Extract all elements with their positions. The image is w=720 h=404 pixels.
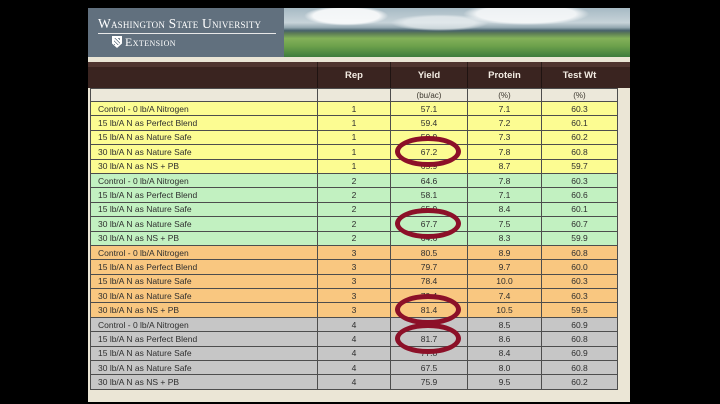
column-header-protein: Protein: [467, 62, 541, 88]
protein-cell: 9.5: [468, 375, 542, 389]
column-header-yield: Yield: [390, 62, 467, 88]
protein-cell: 8.7: [468, 159, 542, 173]
protein-cell: 8.6: [468, 332, 542, 346]
treatment-cell: 30 lb/A N as Nature Safe: [91, 289, 318, 303]
division-name: Extension: [125, 34, 176, 49]
testwt-cell: 60.3: [542, 173, 618, 187]
rep-cell: 4: [318, 346, 391, 360]
rep-cell: 3: [318, 245, 391, 259]
university-name: Washington State University: [98, 16, 276, 34]
testwt-cell: 60.8: [542, 332, 618, 346]
treatment-cell: 30 lb/A N as NS + PB: [91, 303, 318, 317]
table-row: [91, 346, 618, 360]
treatment-cell: 30 lb/A N as Nature Safe: [91, 145, 318, 159]
yield-cell: 81.4: [391, 303, 468, 317]
wsu-logo-block: [88, 8, 284, 57]
treatment-cell: Control - 0 lb/A Nitrogen: [91, 102, 318, 116]
table-row: [91, 202, 618, 216]
table-row: [91, 289, 618, 303]
table-row: [91, 332, 618, 346]
yield-cell: 58.1: [391, 188, 468, 202]
table-row: [91, 375, 618, 389]
wsu-header-banner: [88, 8, 630, 57]
testwt-cell: 60.0: [542, 260, 618, 274]
rep-cell: 1: [318, 145, 391, 159]
treatment-cell: 30 lb/A N as NS + PB: [91, 159, 318, 173]
table-row: [91, 116, 618, 130]
yield-cell: 57.1: [391, 102, 468, 116]
units-rep: [318, 89, 391, 102]
treatment-cell: 15 lb/A N as Nature Safe: [91, 346, 318, 360]
table-row: [91, 274, 618, 288]
yield-cell: 64.6: [391, 231, 468, 245]
table-row: [91, 361, 618, 375]
testwt-cell: 59.9: [542, 231, 618, 245]
units-protein: (%): [468, 89, 542, 102]
results-table: [90, 88, 618, 390]
rep-cell: 2: [318, 217, 391, 231]
table-row: [91, 231, 618, 245]
testwt-cell: 60.8: [542, 245, 618, 259]
table-header-band: [88, 62, 630, 88]
yield-cell: 80.5: [391, 245, 468, 259]
yield-cell: 81.7: [391, 332, 468, 346]
yield-cell: 64.6: [391, 173, 468, 187]
treatment-cell: 15 lb/A N as Nature Safe: [91, 130, 318, 144]
protein-cell: 8.4: [468, 202, 542, 216]
units-yield: (bu/ac): [391, 89, 468, 102]
rep-cell: 4: [318, 317, 391, 331]
table-row: [91, 303, 618, 317]
column-header-rep: Rep: [317, 62, 390, 88]
wsu-shield-icon: [112, 36, 122, 48]
protein-cell: 7.2: [468, 116, 542, 130]
protein-cell: 10.5: [468, 303, 542, 317]
table-row: [91, 260, 618, 274]
rep-cell: 1: [318, 116, 391, 130]
units-treatment: [91, 89, 318, 102]
yield-cell: 67.2: [391, 145, 468, 159]
treatment-cell: 15 lb/A N as Perfect Blend: [91, 260, 318, 274]
table-row: [91, 188, 618, 202]
table-row: [91, 173, 618, 187]
table-row: [91, 130, 618, 144]
treatment-cell: 30 lb/A N as NS + PB: [91, 231, 318, 245]
units-testwt: (%): [542, 89, 618, 102]
rep-cell: 2: [318, 202, 391, 216]
treatment-cell: 30 lb/A N as Nature Safe: [91, 361, 318, 375]
treatment-cell: 30 lb/A N as NS + PB: [91, 375, 318, 389]
treatment-cell: 15 lb/A N as Perfect Blend: [91, 332, 318, 346]
treatment-cell: 15 lb/A N as Nature Safe: [91, 274, 318, 288]
yield-cell: 77.8: [391, 346, 468, 360]
yield-cell: 78.4: [391, 274, 468, 288]
rep-cell: 1: [318, 159, 391, 173]
testwt-cell: 60.9: [542, 317, 618, 331]
protein-cell: 8.0: [468, 361, 542, 375]
testwt-cell: 60.2: [542, 130, 618, 144]
protein-cell: 8.5: [468, 317, 542, 331]
testwt-cell: 60.3: [542, 289, 618, 303]
yield-cell: 79.7: [391, 260, 468, 274]
table-row: [91, 217, 618, 231]
rep-cell: 3: [318, 289, 391, 303]
testwt-cell: 60.1: [542, 116, 618, 130]
protein-cell: 8.9: [468, 245, 542, 259]
treatment-cell: Control - 0 lb/A Nitrogen: [91, 317, 318, 331]
table-row: [91, 102, 618, 116]
protein-cell: 7.3: [468, 130, 542, 144]
treatment-cell: 15 lb/A N as Perfect Blend: [91, 116, 318, 130]
table-row: [91, 317, 618, 331]
yield-cell: 67.7: [391, 217, 468, 231]
rep-cell: 1: [318, 102, 391, 116]
protein-cell: 7.8: [468, 145, 542, 159]
rep-cell: 3: [318, 274, 391, 288]
rep-cell: 1: [318, 130, 391, 144]
testwt-cell: 60.6: [542, 188, 618, 202]
yield-cell: 67.5: [391, 361, 468, 375]
testwt-cell: 60.3: [542, 102, 618, 116]
testwt-cell: 60.7: [542, 217, 618, 231]
rep-cell: 4: [318, 332, 391, 346]
testwt-cell: 60.2: [542, 375, 618, 389]
field-landscape-photo: [284, 8, 630, 57]
testwt-cell: 60.1: [542, 202, 618, 216]
table-body: [91, 89, 618, 390]
treatment-cell: 15 lb/A N as Perfect Blend: [91, 188, 318, 202]
protein-cell: 7.1: [468, 188, 542, 202]
table-row: [91, 145, 618, 159]
yield-cell: 68.0: [391, 317, 468, 331]
testwt-cell: 60.9: [542, 346, 618, 360]
yield-cell: 59.9: [391, 130, 468, 144]
rep-cell: 4: [318, 361, 391, 375]
testwt-cell: 60.8: [542, 145, 618, 159]
rep-cell: 3: [318, 260, 391, 274]
table-row: [91, 245, 618, 259]
protein-cell: 8.4: [468, 346, 542, 360]
protein-cell: 7.8: [468, 173, 542, 187]
testwt-cell: 59.5: [542, 303, 618, 317]
protein-cell: 7.5: [468, 217, 542, 231]
testwt-cell: 59.7: [542, 159, 618, 173]
protein-cell: 10.0: [468, 274, 542, 288]
rep-cell: 2: [318, 231, 391, 245]
treatment-cell: Control - 0 lb/A Nitrogen: [91, 245, 318, 259]
presentation-slide: [88, 8, 630, 402]
yield-cell: 59.4: [391, 116, 468, 130]
table-row: [91, 159, 618, 173]
yield-cell: 79.4: [391, 289, 468, 303]
protein-cell: 7.1: [468, 102, 542, 116]
treatment-cell: 15 lb/A N as Nature Safe: [91, 202, 318, 216]
units-row: [91, 89, 618, 102]
column-header-treatment: [90, 62, 317, 88]
testwt-cell: 60.3: [542, 274, 618, 288]
rep-cell: 2: [318, 188, 391, 202]
yield-cell: 65.9: [391, 202, 468, 216]
yield-cell: 75.9: [391, 375, 468, 389]
rep-cell: 4: [318, 375, 391, 389]
testwt-cell: 60.8: [542, 361, 618, 375]
protein-cell: 8.3: [468, 231, 542, 245]
yield-cell: 65.9: [391, 159, 468, 173]
treatment-cell: 30 lb/A N as Nature Safe: [91, 217, 318, 231]
rep-cell: 3: [318, 303, 391, 317]
treatment-cell: Control - 0 lb/A Nitrogen: [91, 173, 318, 187]
rep-cell: 2: [318, 173, 391, 187]
protein-cell: 9.7: [468, 260, 542, 274]
protein-cell: 7.4: [468, 289, 542, 303]
column-header-testwt: Test Wt: [541, 62, 617, 88]
